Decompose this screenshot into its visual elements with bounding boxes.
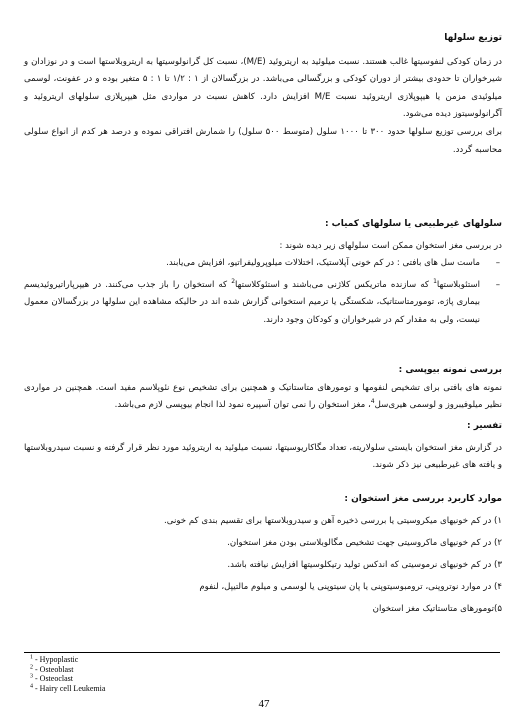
footnote-text: - Osteoblast (35, 664, 74, 674)
paragraph-text: نمونه های بافتی برای تشخیص لنفومها و تومورهای متاستاتیک و همچنین برای تشخیص نوع نئوپلاسم مفید است. همچنین در مواردی نظیر میلوفیبروز و لوسمی هیری‌سل (24, 382, 502, 411)
section-cell-distribution (24, 30, 502, 159)
paragraph: در گزارش مغز استخوان بایستی سلولاریته، تعداد مگاکاریوسیتها، نسبت میلوئید به اریتروئید مورد نظر قرار گرفته و نسبت سیدروبلاستها و یافته های غیرطبیعی نیز ذکر شوند. (24, 442, 502, 471)
section-biopsy (24, 362, 502, 415)
footnote-divider (24, 652, 500, 653)
list-item: ۳) در کم خونیهای نرموسیتی که اندکس تولید رتیکلوسیتها افزایش نیافته باشد. (227, 560, 502, 570)
list-item: ۵)تومورهای متاستاتیک مغز استخوان (372, 604, 502, 614)
footnote-text: - Hypoplastic (35, 655, 79, 664)
footnote (30, 665, 105, 675)
footnote-text: - Osteoclast (35, 674, 73, 683)
footnote (30, 674, 105, 684)
footnote-text: - Hairy cell Leukemia (35, 683, 106, 693)
paragraph (24, 380, 502, 415)
footnote-number: 2 (30, 663, 33, 670)
bullet-text: که استخوان را باز جذب می‌کنند. در هیپرپاراتیروئیدیسم بیماری پاژه، تومورمتاستاتیک، شکستگی یا ترمیم استخوانی گزارش شده اند در حالیکه مشاهده این سلولها در بزرگسالان معمول نیست، ولی به مقدار کم در شیرخواران و کودکان وجود دارند. (24, 279, 480, 325)
bullet-dash: – (495, 258, 500, 269)
section-heading: سلولهای غیرطبیعی یا سلولهای کمیاب : (324, 219, 502, 229)
page-number: 47 (258, 698, 270, 710)
section-heading: توزیع سلولها (444, 33, 502, 43)
bullet-text: که سازنده ماتریکس کلاژنی می‌باشند و استئوکلاستها (235, 279, 429, 290)
footnote (30, 684, 105, 694)
footnote-number: 3 (30, 673, 33, 680)
section-heading: موارد کاربرد بررسی مغز استخوان : (344, 494, 502, 504)
paragraph: در بررسی مغز استخوان ممکن است سلولهای زیر دیده شوند : (279, 240, 502, 251)
bullet-text: استئوبلاستها (436, 279, 480, 290)
list-item: ۲) در کم خونیهای ماکروسیتی جهت تشخیص مگالوبلاستی بودن مغز استخوان. (227, 538, 502, 548)
footnote-number: 1 (30, 654, 33, 661)
section-heading: بررسی نمونه بیوپسی : (398, 365, 502, 375)
section-indications (24, 488, 502, 620)
list-item (24, 277, 502, 330)
footnote-ref: 1 (433, 277, 437, 285)
footnote-ref: 4 (370, 398, 375, 406)
bullet-text: ماست سل های بافتی : در کم خونی آپلاستیک، اختلالات میلوپرولیفراتیو، افزایش می‌یابند. (166, 258, 480, 269)
footnote (30, 655, 105, 665)
footnote-ref: 2 (231, 277, 236, 285)
bullet-dash: – (495, 279, 500, 290)
section-heading: تفسیر : (466, 421, 502, 431)
paragraph: برای بررسی توزیع سلولها حدود ۳۰۰ تا ۱۰۰۰ سلول (متوسط ۵۰۰ سلول) را شمارش افتراقی نموده و درصد هر کدم از انواع سلولی محاسبه گردد. (24, 126, 502, 155)
list-item: ۱) در کم خونیهای میکروسیتی یا بررسی ذخیره آهن و سیدروبلاستها برای تقسیم بندی کم خونی. (164, 516, 502, 526)
footnote-number: 4 (30, 682, 33, 689)
list-item (24, 255, 502, 273)
paragraph: در زمان کودکی لنفوسیتها غالب هستند. نسبت میلوئید به اریتروئید (M/E)، نسبت کل گرانولوسیتها به اریتروبلاستها است و در نوزادان و شیرخواران تا حدودی بیشتر از دوران کودکی و بزرگسالی می‌باشد. در بزرگسالان از ۱ : ۱/۲ تا ۱ : ۵ متغیر بوده و در عفونت، لوسمی میلوئیدی مزمن یا هیپوپلازی اریتروئید نسبت M/E افزایش دارد. کاهش نسبت در مواردی مثل هیپرپلازی سلولهای اریتروئید و آگرانولوسیتوز دیده می‌شود. (24, 56, 503, 120)
paragraph-text: ، مغز استخوان را نمی توان آسپیره نمود لذا انجام بیوپسی لازم می‌باشد. (114, 400, 371, 411)
section-interpretation (24, 418, 502, 475)
list-item: ۴) در موارد نوتروپنی، ترومبوسیتوپنی یا پان سیتوپنی یا لوسمی و میلوم مالتیپل، لنفوم (199, 582, 502, 592)
section-abnormal-cells (24, 216, 502, 330)
footnotes (30, 655, 105, 693)
